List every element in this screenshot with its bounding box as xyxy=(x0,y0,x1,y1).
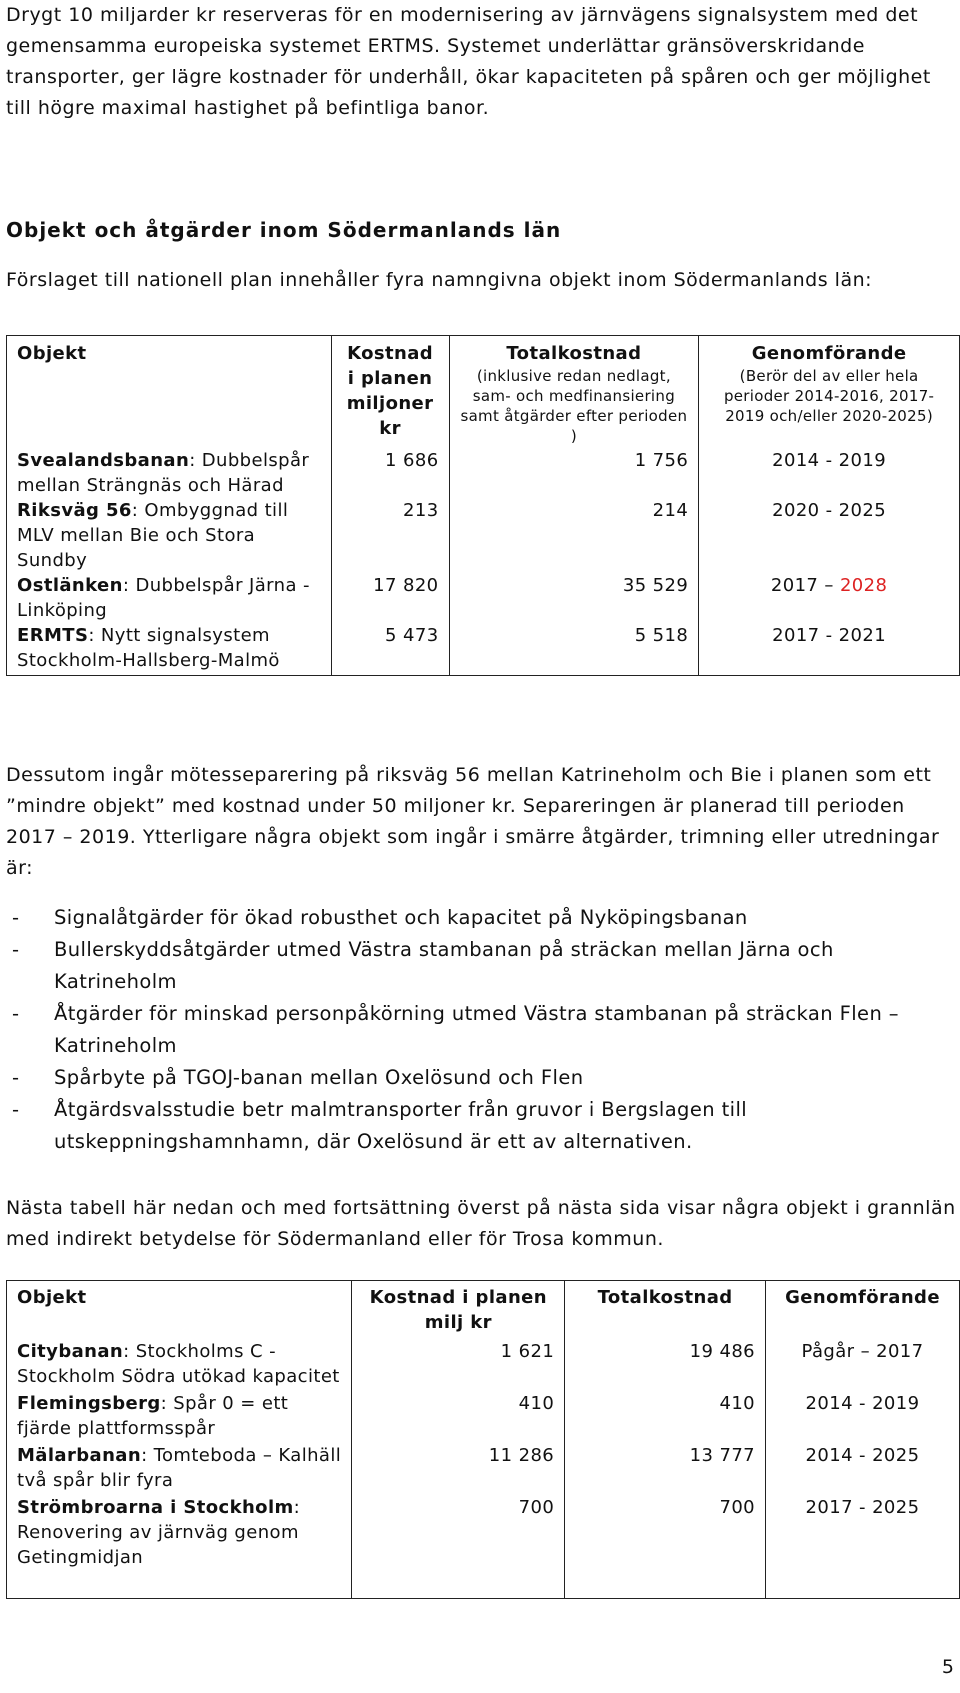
table-row xyxy=(7,1389,960,1441)
totalkostnad-cell: 1 756 xyxy=(449,448,699,498)
body-paragraph: Nästa tabell här nedan och med fortsättning överst på nästa sida visar några objekt i grannlän med indirekt betydelse för Södermanland eller för Trosa kommun. xyxy=(6,1197,956,1250)
header-genomforande-label: Genomförande xyxy=(751,343,907,364)
genomforande-cell xyxy=(699,573,960,623)
totalkostnad-cell: 19 486 xyxy=(565,1337,766,1389)
objekt-name: Riksväg 56 xyxy=(17,500,132,521)
header-objekt: Objekt xyxy=(7,336,332,449)
objekt-cell xyxy=(7,448,332,498)
list-item xyxy=(6,934,956,998)
list-item xyxy=(6,902,956,934)
kostnad-cell: 1 686 xyxy=(331,448,449,498)
table-header-row xyxy=(7,336,960,449)
table-row xyxy=(7,623,960,676)
table-row xyxy=(7,1441,960,1493)
list-item-text: Åtgärdsvalsstudie betr malmtransporter från gruvor i Bergslagen till utskeppningshamnhamn, där Oxelösund är ett av alternativen. xyxy=(54,1098,748,1153)
objekt-cell xyxy=(7,1441,352,1493)
lead-paragraph: Förslaget till nationell plan innehåller fyra namngivna objekt inom Södermanlands län: xyxy=(6,269,873,291)
bullet-marker: - xyxy=(12,938,20,961)
objekt-cell xyxy=(7,623,332,676)
objekt-desc: : Tomteboda – Kalhäll två spår blir fyra xyxy=(17,1445,342,1491)
objekt-desc: : Renovering av järnväg genom Getingmidjan xyxy=(17,1497,301,1568)
objekt-desc: : Stockholms C - Stockholm Södra utökad kapacitet xyxy=(17,1341,340,1387)
objekt-name: Flemingsberg xyxy=(17,1393,161,1414)
intro-paragraph: Drygt 10 miljarder kr reserveras för en modernisering av järnvägens signalsystem med det gemensamma europeiska systemet ERTMS. Systemet underlättar gränsöverskridande transporter, ger lägre kostnader för underhåll, ökar kapaciteten på spåren och ger möjlighet till högre maximal hastighet på befintliga banor. xyxy=(6,4,931,119)
objekt-name: Svealandsbanan xyxy=(17,450,190,471)
bullet-marker: - xyxy=(12,1002,20,1025)
objekt-desc: : Spår 0 = ett fjärde plattformsspår xyxy=(17,1393,289,1439)
page-number: 5 xyxy=(941,1656,954,1678)
list-item-text: Bullerskyddsåtgärder utmed Västra stambanan på sträckan mellan Järna och Katrineholm xyxy=(54,938,834,993)
list-item xyxy=(6,1062,956,1094)
objekt-desc: : Dubbelspår mellan Strängnäs och Härad xyxy=(17,450,310,496)
bullet-marker: - xyxy=(12,906,20,929)
kostnad-cell: 11 286 xyxy=(352,1441,565,1493)
header-objekt: Objekt xyxy=(7,1281,352,1338)
objekt-name: Strömbroarna i Stockholm xyxy=(17,1497,294,1518)
neighbour-objects-table xyxy=(6,1280,960,1599)
kostnad-cell: 213 xyxy=(331,498,449,573)
objekt-cell xyxy=(7,1389,352,1441)
table-row xyxy=(7,573,960,623)
header-totalkostnad: Totalkostnad xyxy=(565,1281,766,1338)
header-kostnad: Kostnad i planen miljoner kr xyxy=(331,336,449,449)
bullet-marker: - xyxy=(12,1098,20,1121)
kostnad-cell: 410 xyxy=(352,1389,565,1441)
sodermanland-objects-table xyxy=(6,335,960,676)
genomforande-cell: 2014 - 2025 xyxy=(766,1441,960,1493)
objekt-desc: : Ombyggnad till MLV mellan Bie och Stora Sundby xyxy=(17,500,289,571)
objekt-cell xyxy=(7,573,332,623)
totalkostnad-cell: 13 777 xyxy=(565,1441,766,1493)
totalkostnad-cell: 214 xyxy=(449,498,699,573)
body-paragraph: Dessutom ingår mötesseparering på riksväg 56 mellan Katrineholm och Bie i planen som ett ”mindre objekt” med kostnad under 50 miljoner kr. Separeringen är planerad till perioden 2017 – 2019. Ytterligare några objekt som ingår i smärre åtgärder, trimning eller utredningar är: xyxy=(6,764,940,879)
objekt-desc: : Nytt signalsystem Stockholm-Hallsberg-Malmö xyxy=(17,625,280,671)
period-text: 2020 - 2025 xyxy=(772,500,887,521)
objekt-cell xyxy=(7,1337,352,1389)
period-text: 2017 - 2021 xyxy=(772,625,887,646)
objekt-name: Citybanan xyxy=(17,1341,124,1362)
table-row xyxy=(7,448,960,498)
kostnad-cell: 1 621 xyxy=(352,1337,565,1389)
totalkostnad-cell: 35 529 xyxy=(449,573,699,623)
objekt-desc: : Dubbelspår Järna - Linköping xyxy=(17,575,310,621)
objekt-cell xyxy=(7,498,332,573)
kostnad-cell: 17 820 xyxy=(331,573,449,623)
totalkostnad-cell: 410 xyxy=(565,1389,766,1441)
list-item-text: Åtgärder för minskad personpåkörning utmed Västra stambanan på sträckan Flen – Katrineholm xyxy=(54,1002,899,1057)
genomforande-cell xyxy=(699,498,960,573)
objekt-cell xyxy=(7,1493,352,1599)
list-item xyxy=(6,998,956,1062)
table-row xyxy=(7,1493,960,1599)
table-row xyxy=(7,498,960,573)
bullet-list xyxy=(6,902,956,1158)
section-heading: Objekt och åtgärder inom Södermanlands län xyxy=(6,218,562,242)
genomforande-cell: 2017 - 2025 xyxy=(766,1493,960,1599)
objekt-name: Mälarbanan xyxy=(17,1445,142,1466)
list-item xyxy=(6,1094,956,1158)
header-totalkostnad-label: Totalkostnad xyxy=(506,343,642,364)
table-row xyxy=(7,1337,960,1389)
period-changed-year: 2028 xyxy=(839,575,888,596)
header-kostnad: Kostnad i planen milj kr xyxy=(352,1281,565,1338)
genomforande-cell xyxy=(699,448,960,498)
genomforande-cell xyxy=(699,623,960,676)
header-genomforande-note: (Berör del av eller hela perioder 2014-2016, 2017-2019 och/eller 2020-2025) xyxy=(723,367,935,425)
header-totalkostnad-note: (inklusive redan nedlagt, sam- och medfinansiering samt åtgärder efter perioden ) xyxy=(460,367,688,445)
table-header-row xyxy=(7,1281,960,1338)
objekt-name: ERMTS xyxy=(17,625,89,646)
bullet-marker: - xyxy=(12,1066,20,1089)
genomforande-cell: 2014 - 2019 xyxy=(766,1389,960,1441)
totalkostnad-cell: 700 xyxy=(565,1493,766,1599)
list-item-text: Spårbyte på TGOJ-banan mellan Oxelösund och Flen xyxy=(54,1066,584,1089)
objekt-name: Ostlänken xyxy=(17,575,123,596)
totalkostnad-cell: 5 518 xyxy=(449,623,699,676)
kostnad-cell: 700 xyxy=(352,1493,565,1599)
period-text: 2017 – xyxy=(770,575,840,596)
period-text: 2014 - 2019 xyxy=(772,450,887,471)
kostnad-cell: 5 473 xyxy=(331,623,449,676)
header-genomforande: Genomförande xyxy=(766,1281,960,1338)
header-totalkostnad xyxy=(449,336,699,449)
header-genomforande xyxy=(699,336,960,449)
genomforande-cell: Pågår – 2017 xyxy=(766,1337,960,1389)
list-item-text: Signalåtgärder för ökad robusthet och kapacitet på Nyköpingsbanan xyxy=(54,906,748,929)
